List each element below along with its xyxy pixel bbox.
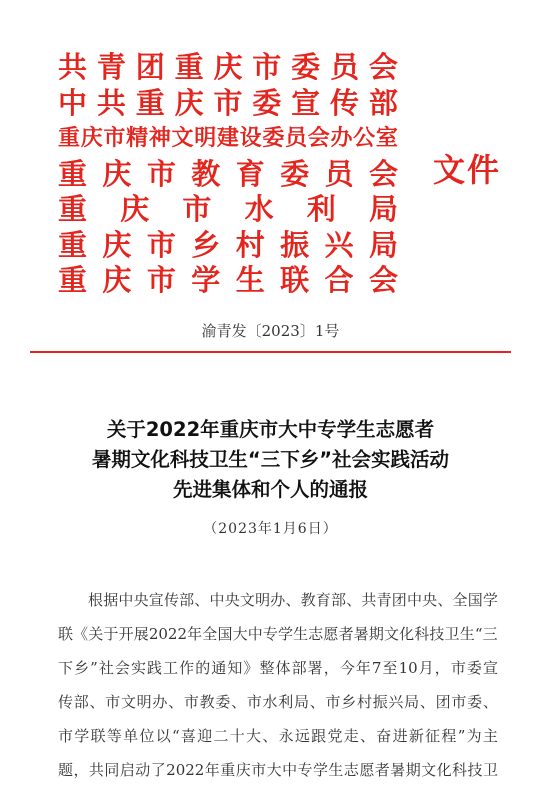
issuer-name: 重 庆 市 教 育 委 员 会 — [58, 156, 398, 191]
document-suffix: 文件 — [433, 151, 502, 189]
issuer-name: 重 庆 市 精 神 文 明 建 设 委 员 会 办 公 室 — [58, 126, 398, 151]
body-line: 题 ， 共 同 启 动 了 2022 年 重 庆 市 大 中 专 学 生 志 愿 者 暑 期 文 化 科 技 卫 — [58, 761, 498, 779]
issuer-name: 共 青 团 重 庆 市 委 员 会 — [58, 50, 398, 84]
issuer-list — [58, 50, 398, 299]
issuer-name: 重 庆 市 乡 村 振 兴 局 — [58, 227, 398, 262]
body-line: 传 部 、 市 文 明 办 、 市 教 委 、 市 水 利 局 、 市 乡 村 振 兴 局 、 团 市 委 、 — [58, 693, 498, 711]
document-number: 渝青发〔2023〕1号 — [201, 322, 340, 340]
body-line: 联 《 关 于 开 展 2022 年 全 国 大 中 专 学 生 志 愿 者 暑 期 文 化 科 技 卫 生 “ 三 — [58, 625, 498, 643]
body-text — [58, 583, 498, 787]
issuer-name: 重 庆 市 水 利 局 — [58, 192, 398, 226]
title-line: 先进集体和个人的通报 — [172, 478, 368, 501]
issuer-name: 重 庆 市 学 生 联 合 会 — [58, 263, 398, 297]
title-line: 关于2022年重庆市大中专学生志愿者 — [106, 418, 435, 441]
title-line: 暑期文化科技卫生“三下乡”社会实践活动 — [91, 448, 450, 471]
document-title — [0, 415, 541, 505]
document-date: （2023年1月6日） — [203, 521, 338, 537]
body-line: 市 学 联 等 单 位 以 “ 喜 迎 二 十 大 、 永 远 跟 党 走 、 奋 进 新 征 程 ” 为 主 — [58, 727, 498, 745]
body-line: 下 乡 ” 社 会 实 践 工 作 的 通 知 》 整 体 部 署 ， 今 年 7 至 10 月 ， 市 委 宣 — [58, 659, 498, 677]
header-divider — [30, 351, 511, 353]
issuer-name: 中 共 重 庆 市 委 宣 传 部 — [58, 85, 398, 120]
body-line: 根 据 中 央 宣 传 部 、 中 央 文 明 办 、 教 育 部 、 共 青 团 中 央 、 全 国 学 — [88, 591, 498, 609]
